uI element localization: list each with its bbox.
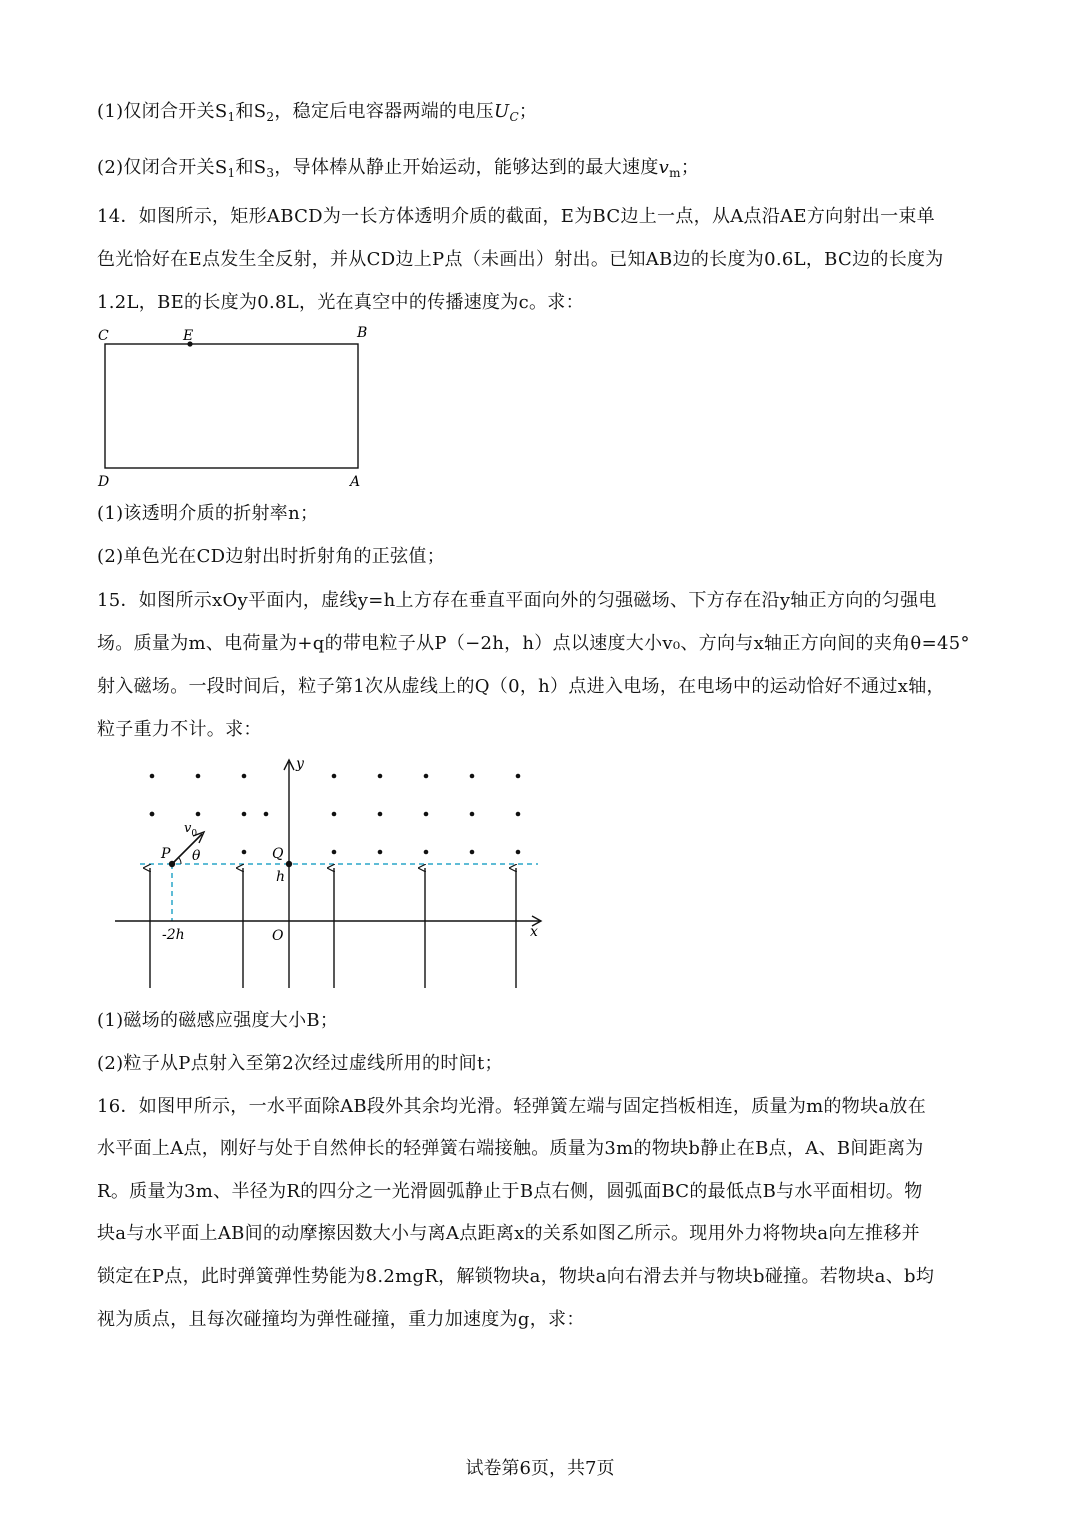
q14-line-1: 14．如图所示，矩形ABCD为一长方体透明介质的截面，E为BC边上一点，从A点沿AE方向射出一束单 [97,206,935,227]
q14-part1: (1)该透明介质的折射率n； [97,503,319,524]
q16-line-4: 块a与水平面上AB间的动摩擦因数大小与离A点距离x的关系如图乙所示。现用外力将物块a向左推移并 [97,1223,920,1244]
field-dot [332,774,337,779]
label-b: B [357,325,368,341]
q15-line-2: 场。质量为m、电荷量为+q的带电粒子从P（−2h，h）点以速度大小v₀、方向与x轴正方向间的夹角θ=45° [97,633,970,654]
q13-part1-text-c: ，稳定后电容器两端的电压 [274,101,494,122]
subscript-2: 2 [266,110,275,124]
q15-part2: (2)粒子从P点射入至第2次经过虚线所用的时间t； [97,1053,503,1074]
field-dot [242,774,247,779]
field-dot [470,774,475,779]
label-x: x [530,924,538,940]
label-c: C [98,328,109,344]
q14-rectangle-figure [95,322,375,492]
q15-line-4: 粒子重力不计。求： [97,719,262,740]
field-dot [150,774,155,779]
field-dot [424,850,429,855]
q13-part2-text-c: ，导体棒从静止开始运动，能够达到的最大速度 [274,157,659,178]
q13-part2 [97,157,990,184]
velocity-symbol: v [658,157,670,178]
voltage-subscript: C [509,110,519,124]
field-dot [150,812,155,817]
field-dot [378,774,383,779]
field-dot [242,812,247,817]
q16-line-2: 水平面上A点，刚好与处于自然伸长的轻弹簧右端接触。质量为3m的物块b静止在B点，A、B间距离为 [97,1138,924,1159]
page-footer: 试卷第6页，共7页 [465,1458,615,1479]
label-origin: O [272,928,284,944]
voltage-symbol: U [493,101,510,122]
label-y: y [296,756,304,772]
label-neg2h: -2h [162,927,185,943]
q15-line-3: 射入磁场。一段时间后，粒子第1次从虚线上的Q（0，h）点进入电场，在电场中的运动恰好不通过x轴， [97,676,945,697]
q13-part2-text-a: (2)仅闭合开关S [97,157,228,178]
subscript-1: 1 [227,166,236,180]
field-dot [264,812,269,817]
q15-line-1: 15．如图所示xOy平面内，虚线y=h上方存在垂直平面向外的匀强磁场、下方存在沿y轴正方向的匀强电 [97,590,937,611]
velocity-subscript: m [669,166,681,180]
q13-part1-text-d: ； [518,101,538,122]
field-dot [470,812,475,817]
q16-line-6: 视为质点，且每次碰撞均为弹性碰撞，重力加速度为g，求： [97,1309,585,1330]
q14-line-2: 色光恰好在E点发生全反射，并从CD边上P点（未画出）射出。已知AB边的长度为0.6L，BC边的长度为 [97,249,944,270]
label-q: Q [272,846,284,862]
field-dot [196,812,201,817]
field-dot [196,774,201,779]
field-dot [516,774,521,779]
q16-line-3: R。质量为3m、半径为R的四分之一光滑圆弧静止于B点右侧，圆弧面BC的最低点B与水平面相切。物 [97,1181,923,1202]
q15-field-figure [0,750,600,1000]
q15-part1: (1)磁场的磁感应强度大小B； [97,1010,339,1031]
field-dot [332,850,337,855]
q13-part1-text-b: 和S [235,101,267,122]
field-dot [424,812,429,817]
subscript-1: 1 [227,110,236,124]
q14-part2: (2)单色光在CD边射出时折射角的正弦值； [97,546,445,567]
label-h: h [276,869,286,885]
field-dot [378,850,383,855]
label-p: P [161,846,171,862]
q13-part2-text-b: 和S [235,157,267,178]
angle-arc [178,857,181,864]
field-dot [242,850,247,855]
label-theta: θ [192,848,201,864]
q16-line-5: 锁定在P点，此时弹簧弹性势能为8.2mgR，解锁物块a，物块a向右滑去并与物块b碰撞。若物块a、b均 [97,1266,935,1287]
electric-field-arrows [150,868,516,988]
field-dot [470,850,475,855]
magnetic-field-dots [150,774,521,855]
label-e: E [183,328,194,344]
field-dot [516,812,521,817]
field-dot [424,774,429,779]
label-a: A [350,474,361,490]
label-d: D [98,474,110,490]
subscript-3: 3 [266,166,275,180]
field-dot [516,850,521,855]
field-dot [378,812,383,817]
field-dot [332,812,337,817]
label-v0: $v_0$ [184,821,198,839]
rectangle-abcd [105,344,358,468]
q13-part1-text-a: (1)仅闭合开关S [97,101,228,122]
q14-line-3: 1.2L，BE的长度为0.8L，光在真空中的传播速度为c。求： [97,292,584,313]
q16-line-1: 16．如图甲所示，一水平面除AB段外其余均光滑。轻弹簧左端与固定挡板相连，质量为m的物块a放在 [97,1096,927,1117]
q13-part2-text-d: ； [680,157,700,178]
q13-part1 [97,101,990,128]
point-q [286,861,292,867]
